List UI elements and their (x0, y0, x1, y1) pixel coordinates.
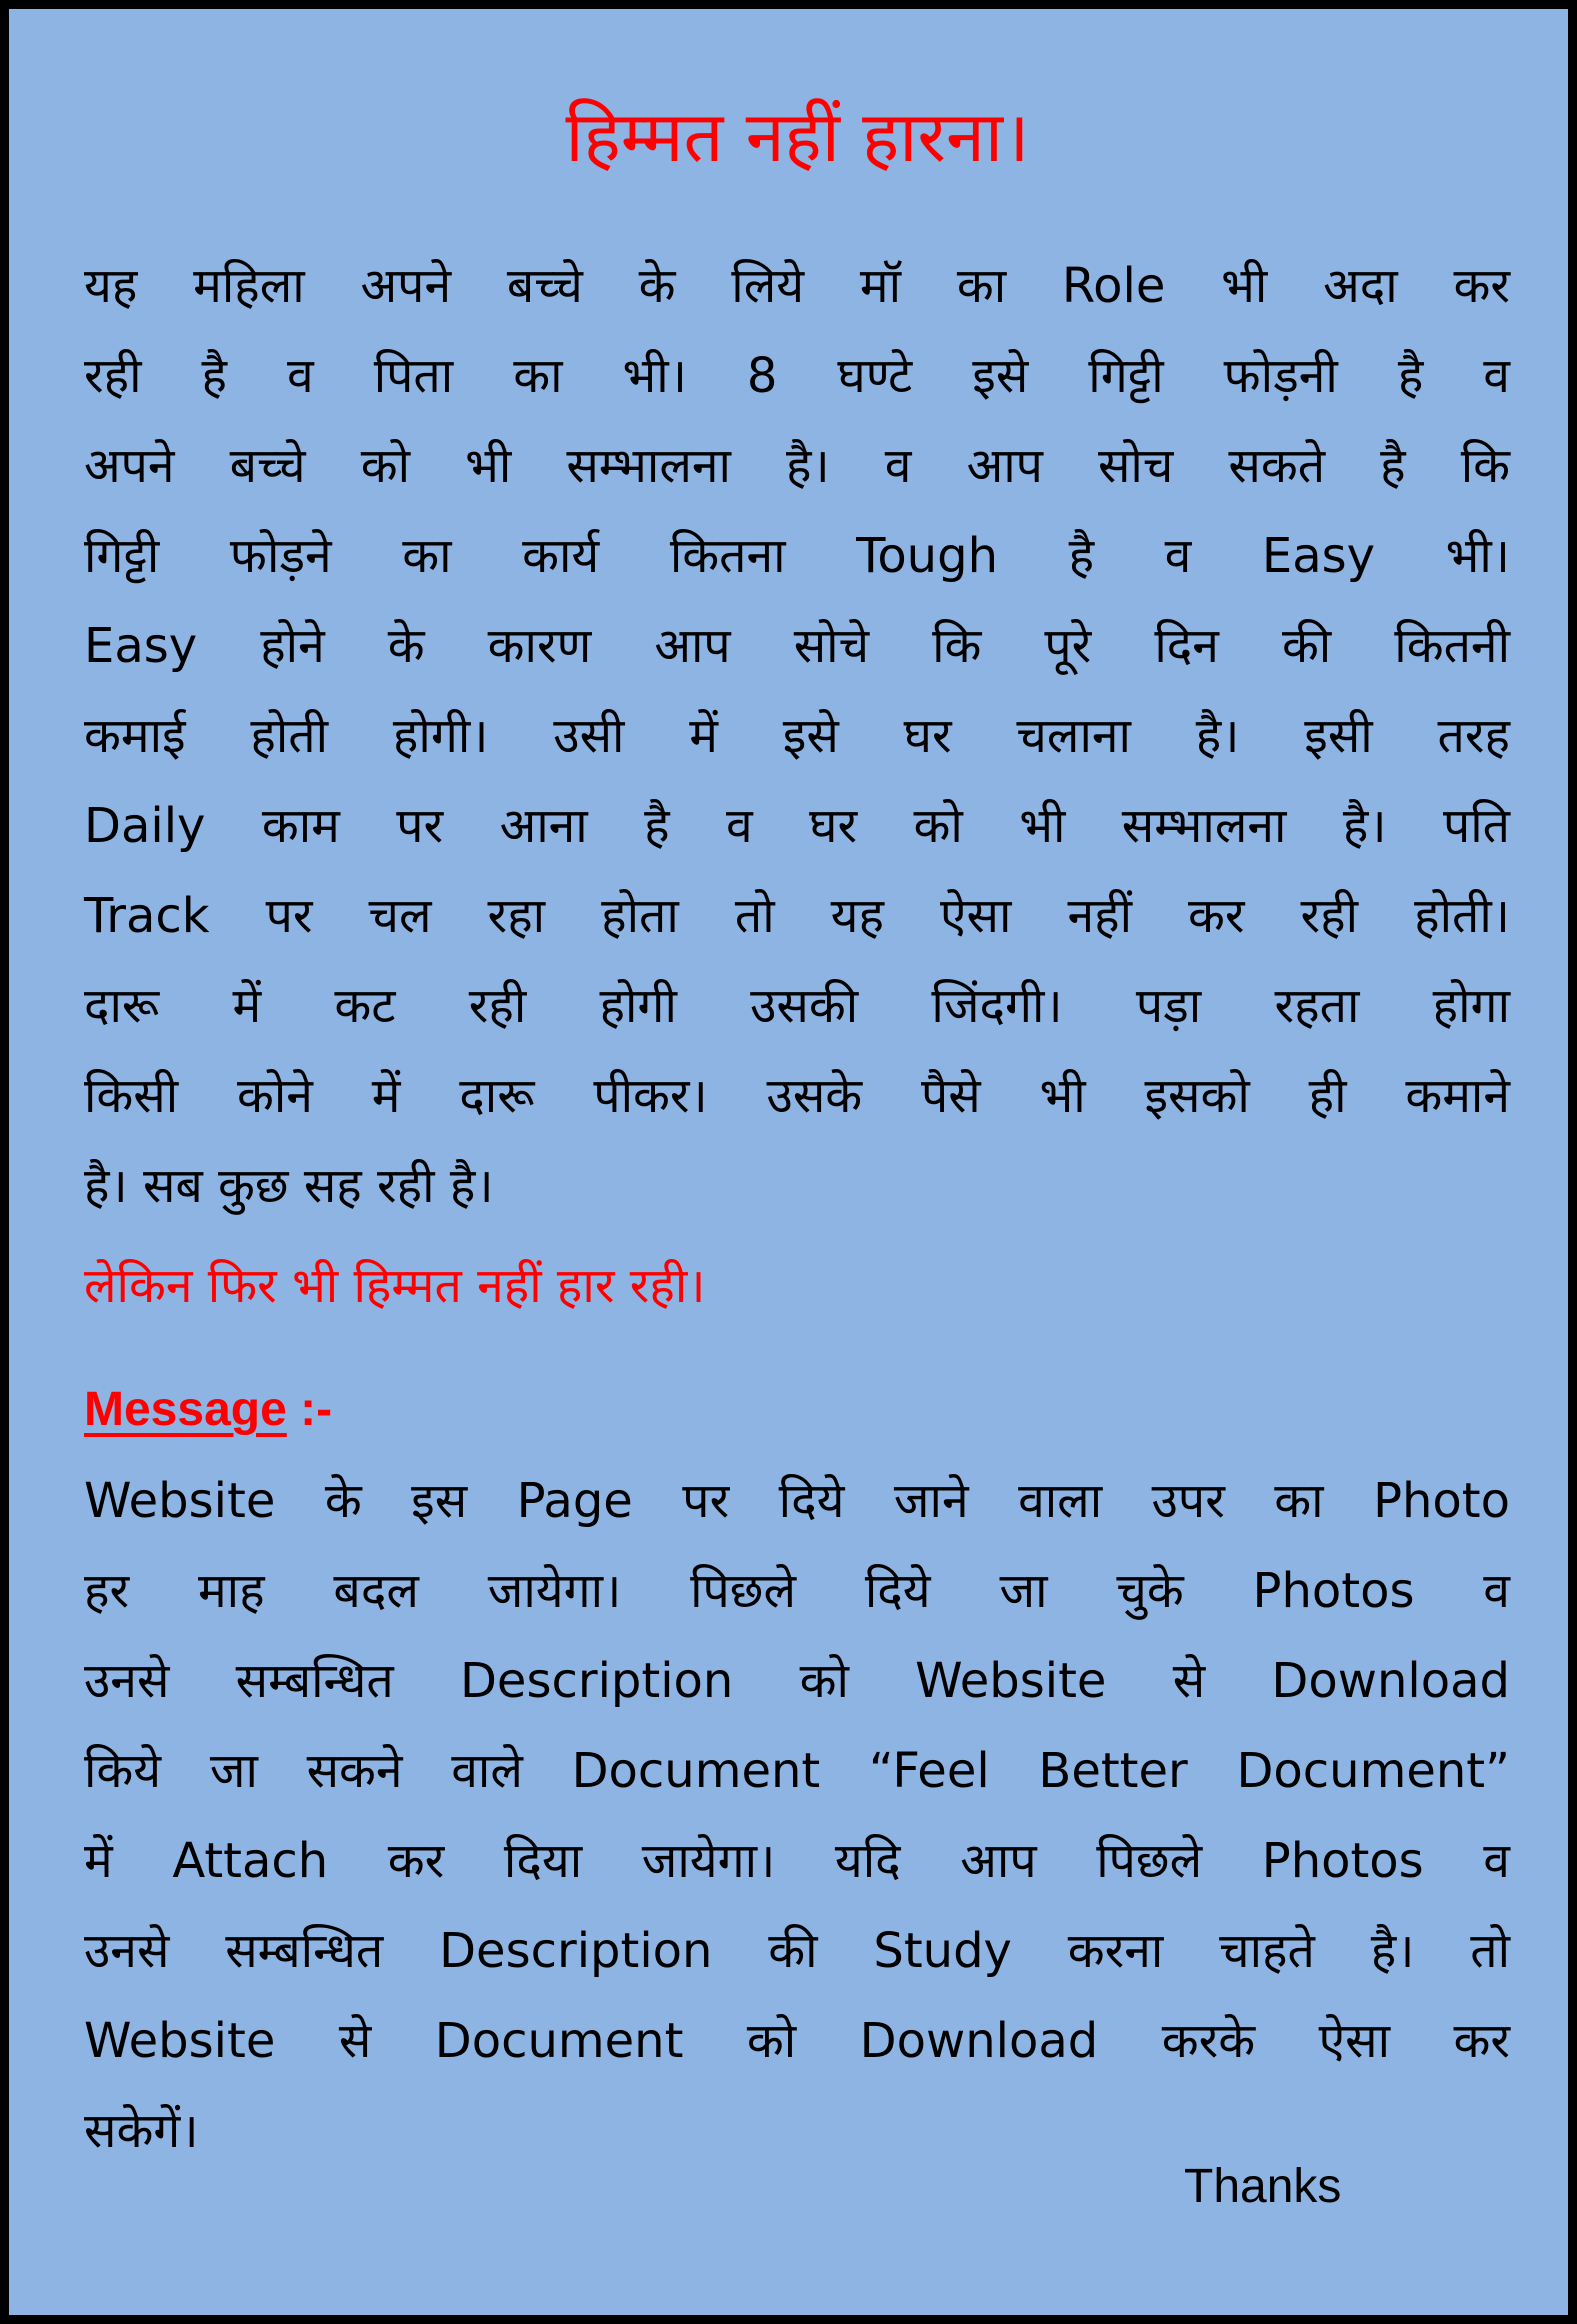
message-line: सकेगें। (84, 2103, 199, 2159)
message-line: उनसे सम्बन्धित Description को Website से Download (84, 1653, 1510, 1709)
story-line: यह महिला अपने बच्चे के लिये मॉ का Role भी अदा कर (84, 258, 1510, 314)
story-line: Daily काम पर आना है व घर को भी सम्भालना है। पति (84, 798, 1510, 854)
story-line: रही है व पिता का भी। 8 घण्टे इसे गिट्टी फोड़नी है व (84, 348, 1510, 404)
message-line: में Attach कर दिया जायेगा। यदि आप पिछले Photos व (84, 1833, 1510, 1889)
story-line: Easy होने के कारण आप सोचे कि पूरे दिन की कितनी (84, 618, 1510, 674)
story-line: किसी कोने में दारू पीकर। उसके पैसे भी इसको ही कमाने (84, 1068, 1510, 1124)
message-line: उनसे सम्बन्धित Description की Study करना चाहते है। तो (84, 1923, 1510, 1979)
story-line: गिट्टी फोड़ने का कार्य कितना Tough है व Easy भी। (84, 528, 1510, 584)
message-line: Website से Document को Download करके ऐसा कर (84, 2013, 1510, 2069)
story-line: दारू में कट रही होगी उसकी जिंदगी। पड़ा रहता होगा (84, 978, 1510, 1034)
message-heading (84, 1364, 1510, 1454)
story-line: Track पर चल रहा होता तो यह ऐसा नहीं कर रही होती। (84, 888, 1510, 944)
message-line: Website के इस Page पर दिये जाने वाला उपर का Photo (84, 1473, 1510, 1529)
highlight-line: लेकिन फिर भी हिम्मत नहीं हार रही। (84, 1258, 706, 1314)
closing-thanks: Thanks (1184, 2160, 1342, 2213)
message-line: किये जा सकने वाले Document “Feel Better Document” (84, 1743, 1510, 1799)
story-line: अपने बच्चे को भी सम्भालना है। व आप सोच सकते है कि (84, 438, 1510, 494)
story-line: है। सब कुछ सह रही है। (84, 1158, 494, 1214)
message-line: हर माह बदल जायेगा। पिछले दिये जा चुके Photos व (84, 1563, 1510, 1619)
page-title: हिम्मत नहीं हारना। (565, 96, 1030, 178)
message-heading-label: Message (84, 1383, 287, 1436)
message-heading-suffix: :- (286, 1383, 333, 1436)
story-line: कमाई होती होगी। उसी में इसे घर चलाना है। इसी तरह (84, 708, 1510, 764)
